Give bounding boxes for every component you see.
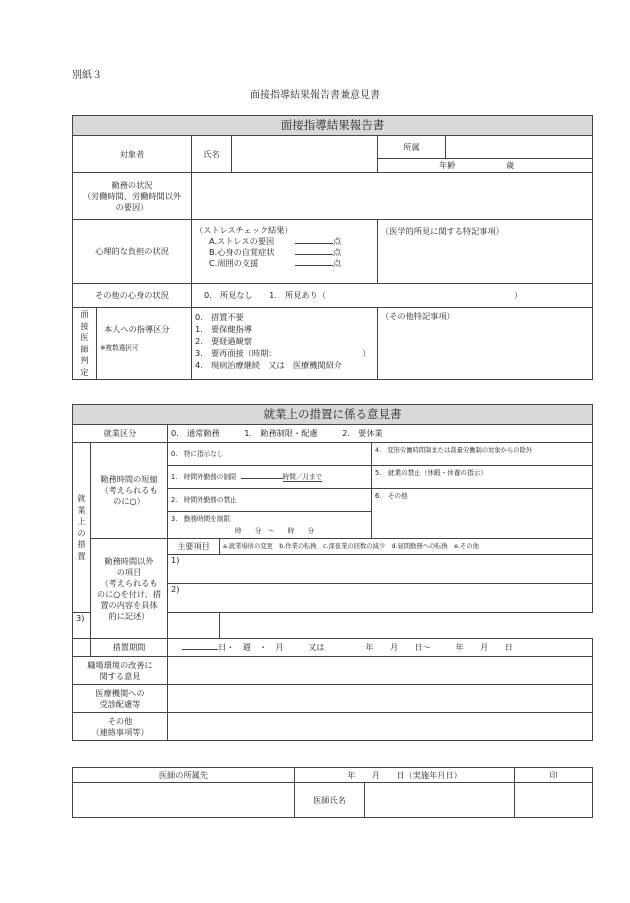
affiliation-label: 所属	[378, 136, 446, 159]
other-health-label: その他の心身の状況	[73, 284, 192, 308]
doctor-name-label: 医師氏名	[295, 783, 365, 818]
doctor-info-table	[72, 767, 593, 818]
guidance-label: 本人への指導区分	[104, 324, 170, 334]
name-field[interactable]	[232, 136, 378, 173]
medical-referral-label: 医療機関への 受診配慮等	[73, 685, 168, 713]
interview-report-table	[72, 115, 593, 380]
date-label: 年 月 日（実施年月日）	[295, 768, 515, 783]
other-item-3[interactable]: 3)	[73, 613, 220, 639]
work-category-options[interactable]: 0. 通常勤務 1. 勤務制限・配慮 2. 要休業	[168, 425, 593, 443]
psych-burden-label: 心理的な負担の状況	[73, 220, 192, 284]
guidance-options[interactable]: 0. 措置不要 1. 要保健指導 2. 要経過観察 3. 要再面接（時期： ） 4. 現病治療継続 又は 医療機関紹介	[192, 308, 378, 380]
doctor-affiliation-label: 医師の所属先	[73, 768, 295, 783]
overtime-limit-blank[interactable]	[241, 478, 283, 479]
other-item-2[interactable]: 2)	[168, 584, 593, 613]
attachment-label: 別紙３	[72, 70, 102, 81]
stress-item-b-label: B.心身の自覚症状	[209, 247, 275, 257]
subject-label: 対象者	[73, 136, 192, 173]
period-field[interactable]: 日・ 週 ・ 月 又は 年 月 日～ 年 月 日	[168, 639, 593, 657]
other-items-label: 勤務時間以外 の項目 （考えられるも のに○を付け、措 置の内容を具体 的に記述）	[91, 539, 168, 639]
stress-item-a-blank[interactable]	[295, 243, 333, 244]
seal-field[interactable]	[515, 783, 593, 818]
age-unit: 歳	[506, 160, 515, 170]
period-label: 措置期間	[91, 639, 168, 657]
other-notes-label: （その他特記事項）	[381, 311, 455, 321]
guidance-note: ※複数選択可	[100, 344, 139, 352]
medical-findings-cell[interactable]	[378, 220, 593, 284]
right-option-6[interactable]: 6. その他	[372, 489, 593, 539]
other-notes-cell[interactable]	[378, 308, 593, 380]
other-remarks-label: その他 （連絡事項等）	[73, 713, 168, 741]
other-remarks-field[interactable]	[168, 713, 593, 741]
opinion-heading: 就業上の措置に係る意見書	[73, 405, 593, 425]
other-health-field[interactable]: 0. 所見なし 1. 所見あり（ ）	[192, 284, 593, 308]
short-hours-label: 勤務時間の短縮 （考えられるも のに○）	[91, 443, 168, 539]
right-option-5[interactable]: 5. 就業の禁止（休暇・休養の指示）	[372, 466, 593, 489]
short-hours-option-3[interactable]: 3. 勤務時間を制限 時 分 ～ 時 分	[168, 512, 372, 539]
work-status-field[interactable]	[192, 173, 593, 220]
guidance-label-cell	[97, 308, 192, 380]
report-heading: 面接指導結果報告書	[73, 116, 593, 136]
doctor-name-field[interactable]	[365, 783, 515, 818]
name-label: 氏名	[192, 136, 232, 173]
measures-label: 就 業 上 の 措 置	[73, 443, 91, 613]
age-label: 年齢	[439, 160, 456, 170]
stress-item-b-blank[interactable]	[295, 254, 333, 255]
right-option-4[interactable]: 4. 変形労働時間制または裁量労働制の対象からの除外	[372, 443, 593, 466]
affiliation-field[interactable]	[446, 136, 593, 159]
short-hours-option-2[interactable]: 2. 時間外勤務の禁止	[168, 489, 372, 512]
env-improvement-label: 職場環境の改善に 関する意見	[73, 657, 168, 685]
seal-label: 印	[515, 768, 593, 783]
main-items-label: 主要項目	[168, 539, 220, 555]
short-hours-option-1[interactable]: 1. 時間外勤務の制限 時間／月まで	[168, 466, 372, 489]
other-item-1[interactable]: 1)	[168, 555, 593, 584]
main-items-options[interactable]: a.就業場所の変更 b.作業の転換 c.深夜業の回数の減少 d.昼間勤務への転換 e.その他	[220, 539, 593, 555]
age-cell[interactable]	[378, 159, 593, 173]
period-days-blank[interactable]	[182, 649, 218, 650]
short-hours-option-0[interactable]: 0. 特に指示なし	[168, 443, 372, 466]
doctor-affiliation-field[interactable]	[73, 783, 295, 818]
judgment-label: 面 接 医 師 判 定	[73, 308, 97, 380]
work-measures-table	[72, 404, 593, 741]
env-improvement-field[interactable]	[168, 657, 593, 685]
medical-findings-label: （医学的所見に関する特記事項）	[381, 226, 504, 236]
stress-check-cell[interactable]: （ストレスチェック結果） A.ストレスの要因 点 B.心身の自覚症状 点 C.周囲の支援 点	[192, 220, 378, 284]
stress-item-c-label: C.周囲の支援	[209, 258, 259, 268]
document-title: 面接指導結果報告書兼意見書	[250, 90, 380, 101]
work-status-label: 勤務の状況 （労働時間、労働時間以外 の要因）	[73, 173, 192, 220]
work-category-label: 就業区分	[73, 425, 168, 443]
stress-item-c-blank[interactable]	[295, 265, 333, 266]
stress-item-a-label: A.ストレスの要因	[209, 236, 275, 246]
medical-referral-field[interactable]	[168, 685, 593, 713]
